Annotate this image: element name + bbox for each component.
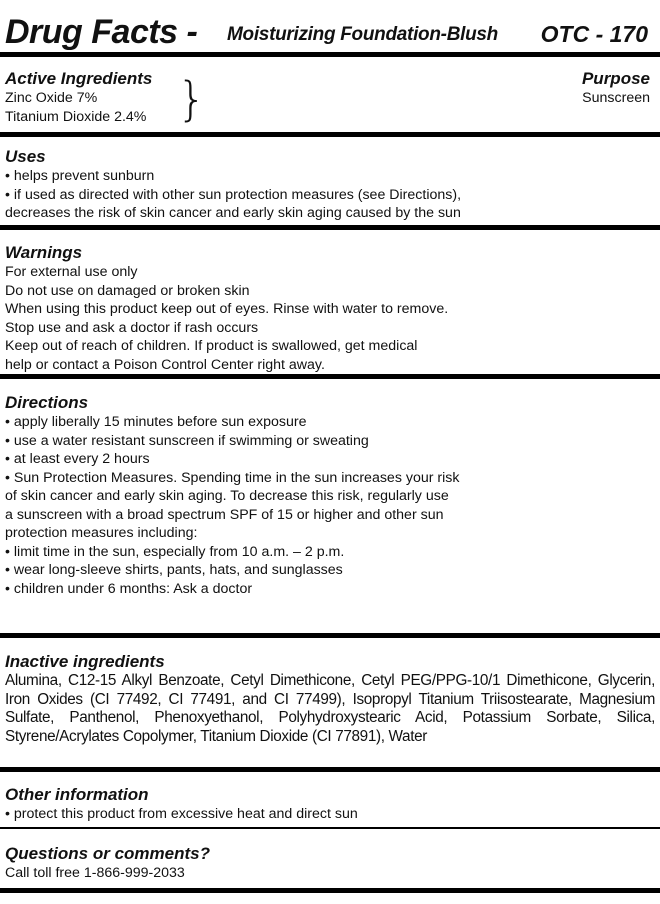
ingredient-line: Zinc Oxide 7% [5, 90, 98, 106]
directions-line: • at least every 2 hours [5, 451, 150, 467]
divider [0, 633, 660, 638]
active-ingredients-section [5, 69, 655, 126]
uses-heading: Uses [5, 147, 46, 166]
drug-facts-header [5, 12, 655, 52]
otc-code: OTC - 170 [540, 21, 648, 47]
inactive-ingredients-section [5, 652, 655, 746]
inactive-ingredients-heading: Inactive ingredients [5, 652, 165, 671]
warnings-line: For external use only [5, 264, 138, 280]
directions-line: • apply liberally 15 minutes before sun exposure [5, 414, 307, 430]
directions-line: • children under 6 months: Ask a doctor [5, 580, 253, 597]
divider [0, 888, 660, 893]
warnings-line: help or contact a Poison Control Center right away. [5, 356, 325, 373]
directions-line: • limit time in the sun, especially from 10 a.m. – 2 p.m. [5, 543, 345, 560]
uses-line: decreases the risk of skin cancer and early skin aging caused by the sun [5, 205, 461, 221]
divider [0, 132, 660, 137]
divider [0, 52, 660, 57]
drug-facts-title: Drug Facts - [5, 13, 198, 51]
divider [0, 225, 660, 230]
directions-line: • wear long-sleeve shirts, pants, hats, and sunglasses [5, 562, 343, 578]
questions-heading: Questions or comments? [5, 844, 210, 863]
divider [0, 827, 660, 829]
uses-section [5, 147, 655, 223]
active-ingredients-heading: Active Ingredients [5, 69, 153, 88]
warnings-line: Stop use and ask a doctor if rash occurs [5, 319, 259, 336]
warnings-line: Keep out of reach of children. If product is swallowed, get medical [5, 338, 418, 354]
directions-line: • use a water resistant sunscreen if swimming or sweating [5, 432, 369, 449]
directions-section [5, 393, 655, 598]
other-information-section [5, 785, 655, 824]
directions-line: protection measures including: [5, 525, 198, 541]
warnings-line: Do not use on damaged or broken skin [5, 282, 250, 299]
inactive-ingredients-text: Alumina, C12-15 Alkyl Benzoate, Cetyl Dimethicone, Cetyl PEG/PPG-10/1 Dimethicone, Glycerin, Iron Oxides (CI 77492, CI 77491, and CI 77499), Isopropyl Titanium Triisostearate, Magnesium Sulfate, Panthenol, Phenoxyethanol, Polyhydroxystearic Acid, Potassium Sorbate, Silica, Styrene/Acrylates Copolymer, Titanium Dioxide (CI 77891), Water [5, 672, 655, 745]
warnings-line: When using this product keep out of eyes. Rinse with water to remove. [5, 301, 449, 317]
directions-line: of skin cancer and early skin aging. To decrease this risk, regularly use [5, 488, 449, 504]
warnings-section [5, 243, 655, 374]
brace-symbol: } [177, 72, 207, 126]
ingredient-line: Titanium Dioxide 2.4% [5, 108, 147, 125]
divider [0, 374, 660, 379]
directions-line: • Sun Protection Measures. Spending time in the sun increases your risk [5, 469, 460, 486]
directions-line: a sunscreen with a broad spectrum SPF of 15 or higher and other sun [5, 506, 444, 523]
divider [0, 767, 660, 772]
questions-line: Call toll free 1-866-999-2033 [5, 865, 185, 881]
questions-section [5, 844, 655, 883]
uses-line: • if used as directed with other sun protection measures (see Directions), [5, 186, 462, 203]
warnings-heading: Warnings [5, 243, 83, 262]
directions-heading: Directions [5, 393, 89, 412]
purpose-value: Sunscreen [582, 90, 650, 106]
other-information-line: • protect this product from excessive heat and direct sun [5, 806, 358, 822]
product-name: Moisturizing Foundation-Blush [227, 24, 498, 45]
purpose-heading: Purpose [581, 69, 650, 88]
uses-line: • helps prevent sunburn [5, 168, 155, 184]
other-information-heading: Other information [5, 785, 149, 804]
